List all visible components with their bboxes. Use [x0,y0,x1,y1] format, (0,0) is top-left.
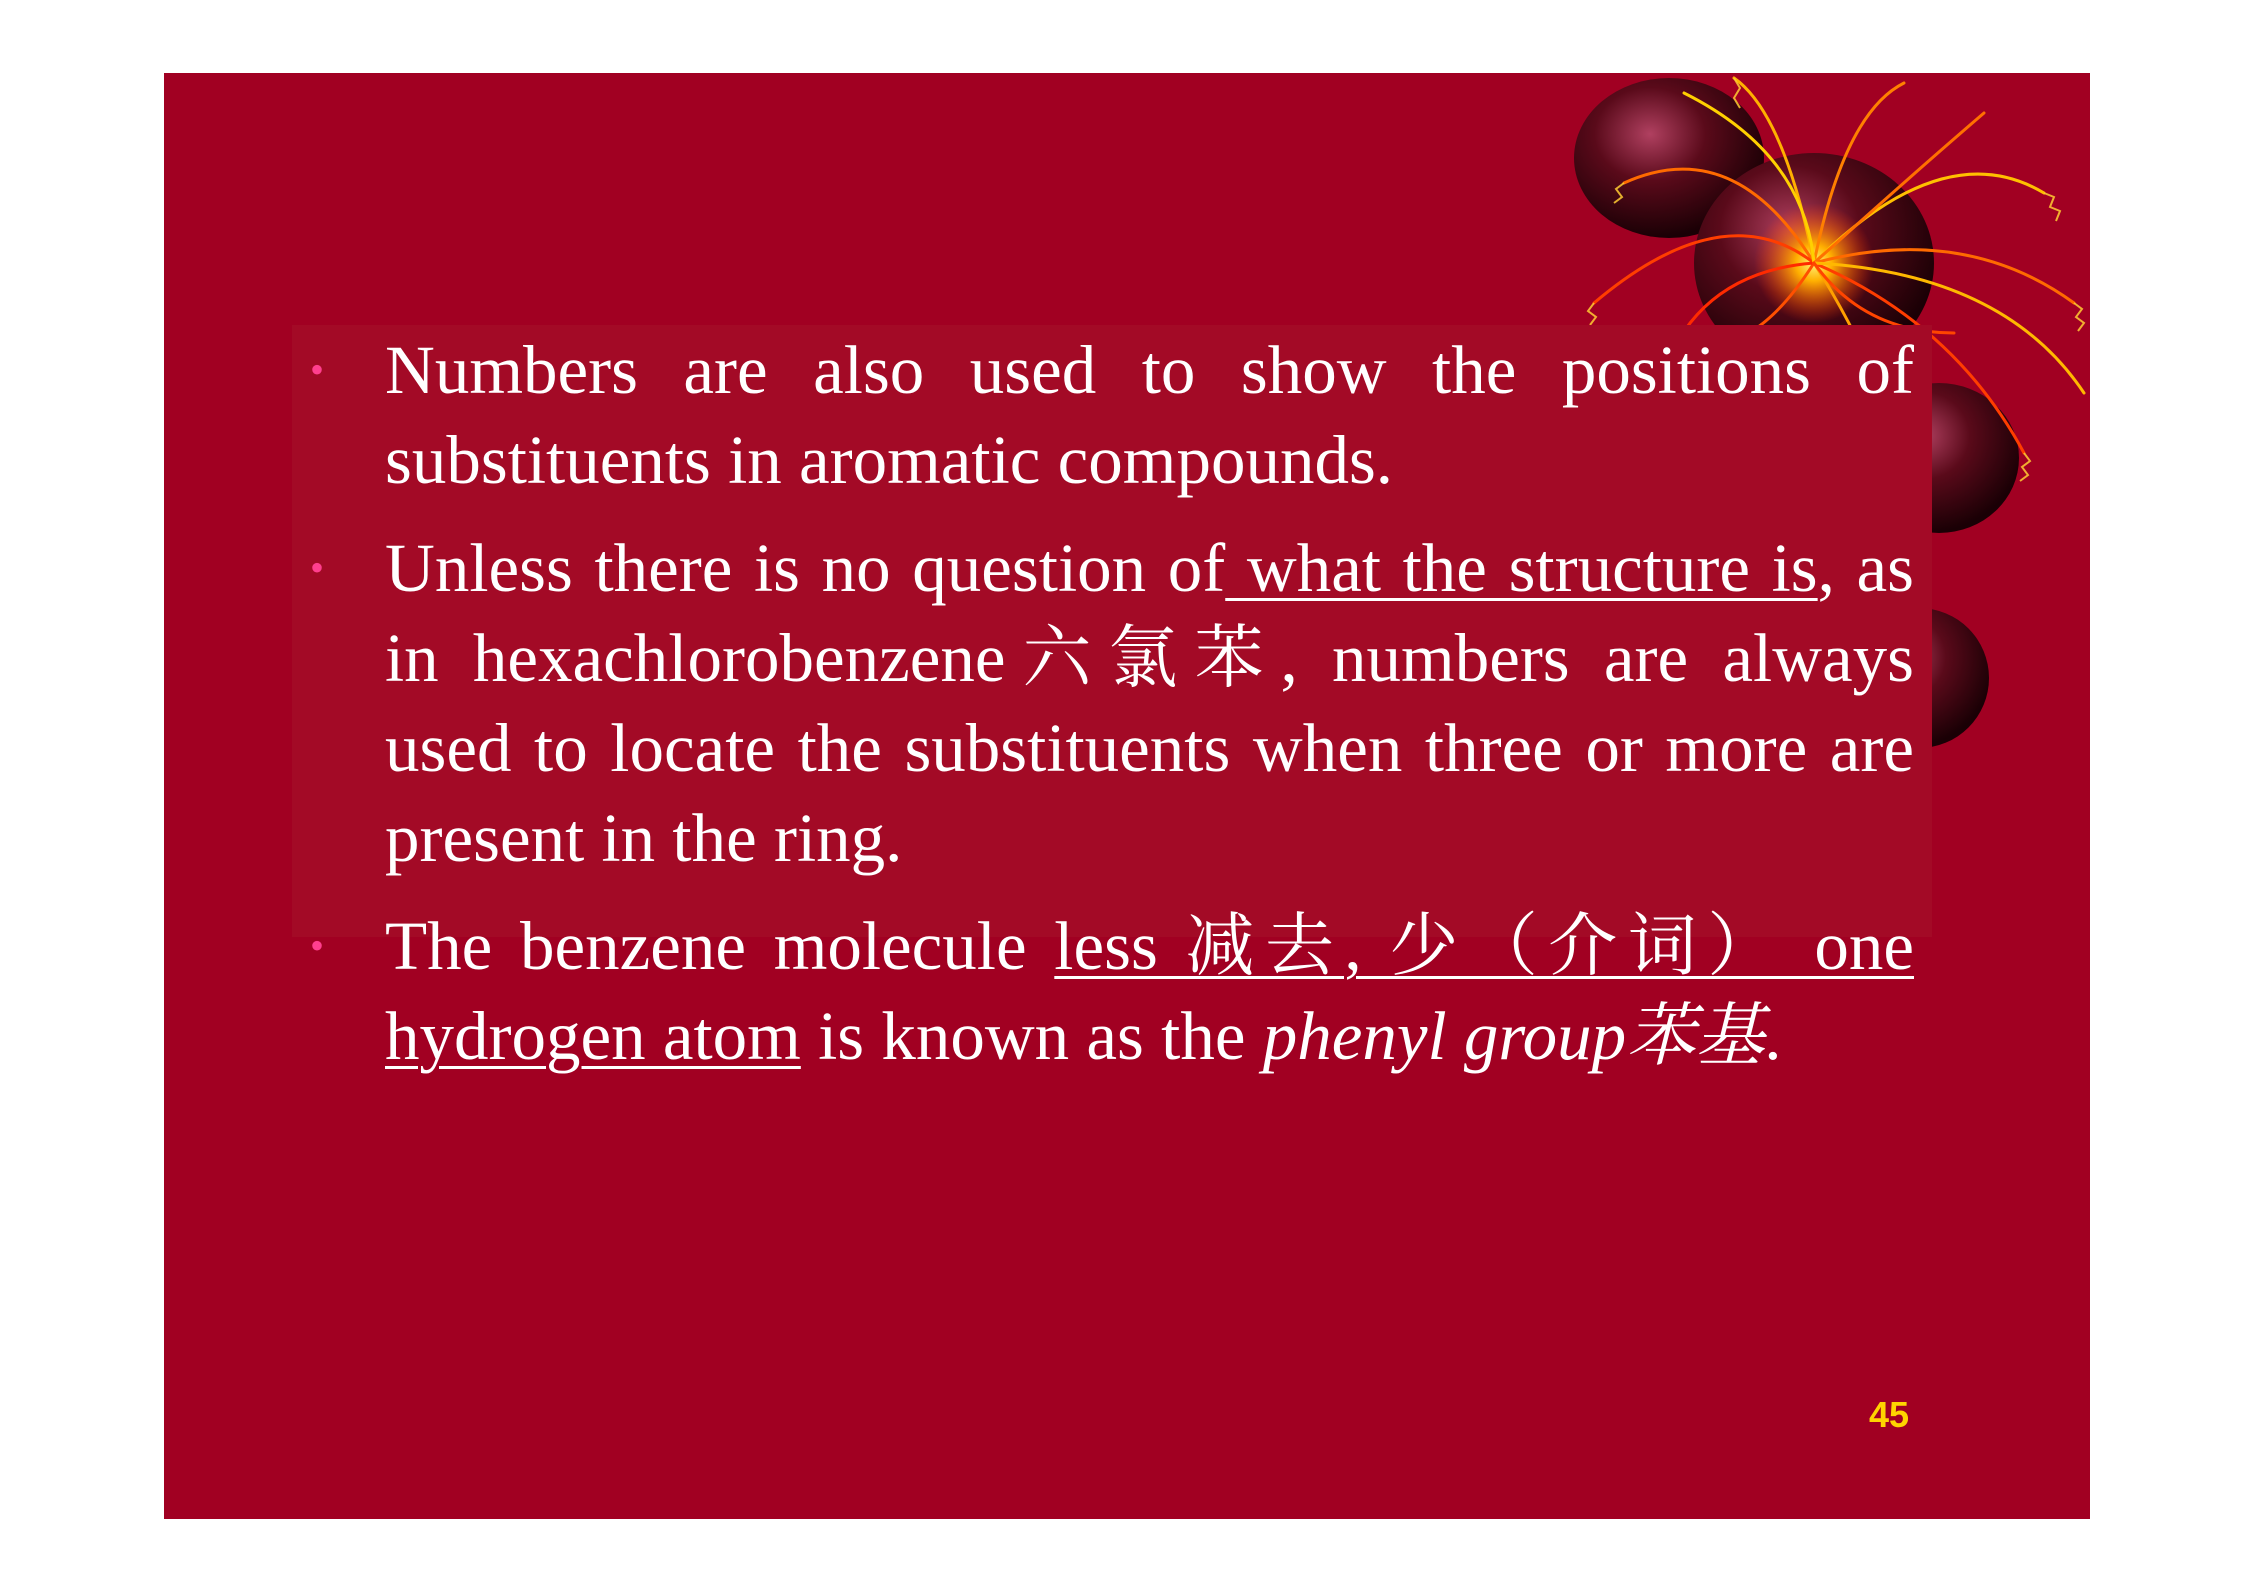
slide [164,73,2090,1519]
bullet-text-part: is known as the [800,998,1263,1074]
bullet-text-part: The benzene molecule [385,908,1055,984]
bullet-dot-icon: • [310,545,325,590]
underlined-phrase: less 减去, 少（介词） one hydrogen atom [385,908,1914,1074]
content-panel [292,325,1932,1074]
italic-term: phenyl group苯基 [1262,998,1765,1074]
bullet-text-part: . [1764,998,1782,1074]
bullet-dot-icon: • [310,347,325,392]
bullet-text-part: Unless there is no question of [385,530,1226,606]
bullet-item-numbers [292,325,1932,505]
bullet-text-part: , as in hexachlorobenzene六氯苯, numbers are always used to locate the substituents when three or more are present in the ring. [385,530,1915,876]
bullet-item-phenyl [292,901,1932,1081]
bullet-list [292,325,1932,1081]
bullet-item-unless [292,523,1932,883]
page-number: 45 [1869,1394,1910,1435]
underlined-phrase: what the structure is [1225,530,1818,606]
bullet-dot-icon: • [310,923,325,968]
bullet-text: Numbers are also used to show the positions of substituents in aromatic compounds. [385,332,1914,498]
